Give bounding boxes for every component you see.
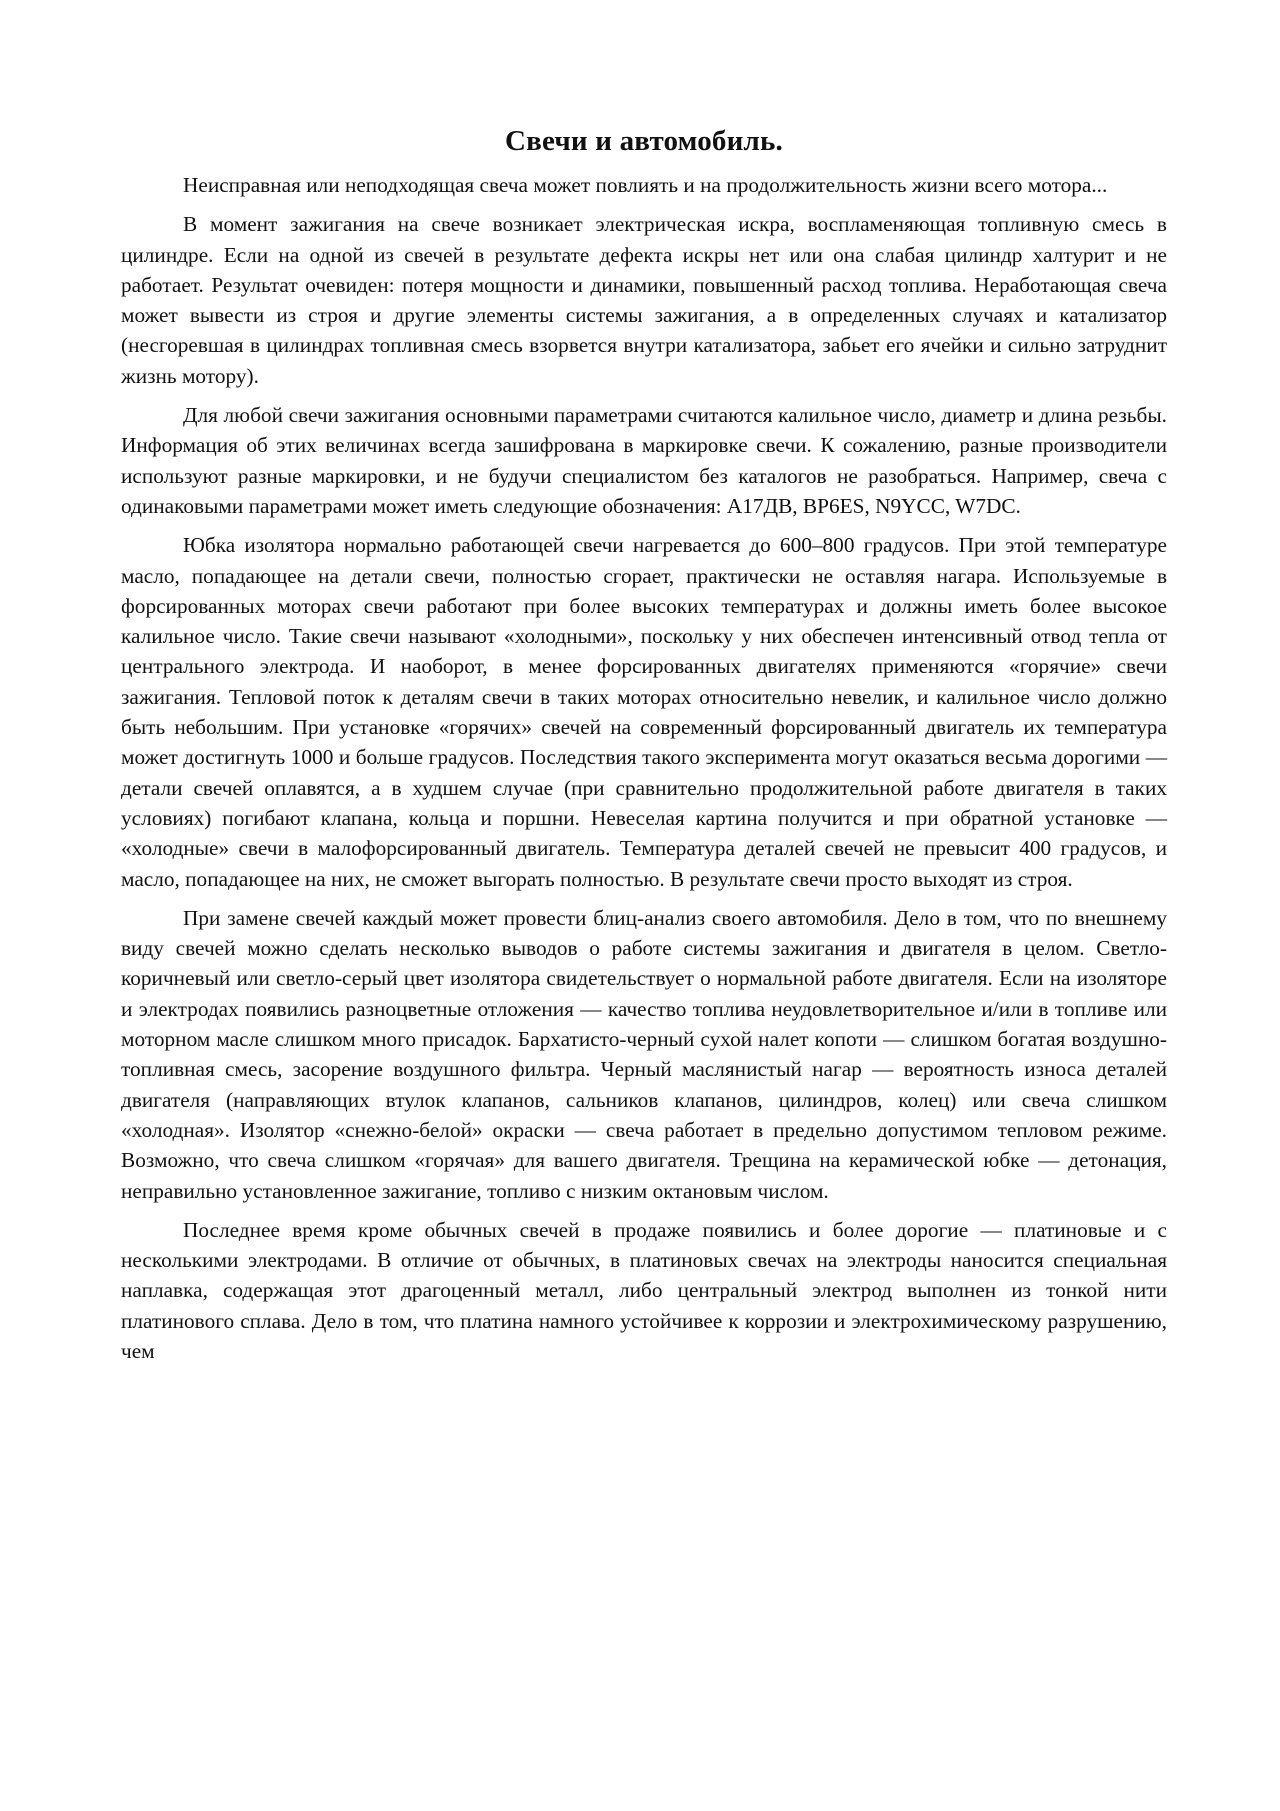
paragraph-intro: Неисправная или неподходящая свеча может повлиять и на продолжительность жизни всего мотора... (183, 173, 1108, 197)
document-page (121, 122, 1167, 1375)
paragraph-diagnosis: При замене свечей каждый может провести блиц-анализ своего автомобиля. Дело в том, что по внешнему виду свечей можно сделать несколько выводов о работе системы зажигания и двигателя в целом. Светло-коричневый или светло-серый цвет изолятора свидетельствует о нормальной работе двигателя. Если на изоляторе и электродах появились разноцветные отложения — качество топлива неудовлетворительное и/или в топливе или моторном масле слишком много присадок. Бархатисто-черный сухой налет копоти — слишком богатая воздушно-топливная смесь, засорение воздушного фильтра. Черный маслянистый нагар — вероятность износа деталей двигателя (направляющих втулок клапанов, сальников клапанов, цилиндров, колец) или свеча слишком «холодная». Изолятор «снежно-белой» окраски — свеча работает в предельно допустимом тепловом режиме. Возможно, что свеча слишком «горячая» для вашего двигателя. Трещина на керамической юбке — детонация, неправильно установленное зажигание, топливо с низким октановым числом. (121, 905, 1167, 1203)
paragraph-ignition-spark: В момент зажигания на свече возникает электрическая искра, воспламеняющая топливную смесь в цилиндре. Если на одной из свечей в результате дефекта искры нет или она слабая цилиндр халтурит и не работает. Результат очевиден: потеря мощности и динамики, повышенный расход топлива. Неработающая свеча может вывести из строя и другие элементы системы зажигания, а в определенных случаях и катализатор (несгоревшая в цилиндрах топливная смесь взорвется внутри катализатора, забьет его ячейки и сильно затруднит жизнь мотору). (121, 212, 1167, 388)
paragraph-heat-range: Юбка изолятора нормально работающей свечи нагревается до 600–800 градусов. При этой температуре масло, попадающее на детали свечи, полностью сгорает, практически не оставляя нагара. Используемые в форсированных моторах свечи работают при более высоких температурах и должны иметь более высокое калильное число. Такие свечи называют «холодными», поскольку у них обеспечен интенсивный отвод тепла от центрального электрода. И наоборот, в менее форсированных двигателях применяются «горячие» свечи зажигания. Тепловой поток к деталям свечи в таких моторах относительно невелик, и калильное число должно быть небольшим. При установке «горячих» свечей на современный форсированный двигатель их температура может достигнуть 1000 и больше градусов. Последствия такого эксперимента могут оказаться весьма дорогими — детали свечей оплавятся, а в худшем случае (при сравнительно продолжительной работе двигателя в таких условиях) погибают клапана, кольца и поршни. Невеселая картина получится и при обратной установке — «холодные» свечи в малофорсированный двигатель. Температура деталей свечей не превысит 400 градусов, и масло, попадающее на них, не сможет выгорать полностью. В результате свечи просто выходят из строя. (121, 533, 1167, 891)
document-title: Свечи и автомобиль. (504, 125, 783, 157)
paragraph-parameters: Для любой свечи зажигания основными параметрами считаются калильное число, диаметр и длина резьбы. Информация об этих величинах всегда зашифрована в маркировке свечи. К сожалению, разные производители используют разные маркировки, и не будучи специалистом без каталогов не разобраться. Например, свеча с одинаковыми параметрами может иметь следующие обозначения: А17ДВ, BP6ES, N9YCC, W7DC. (121, 403, 1167, 518)
paragraph-platinum: Последнее время кроме обычных свечей в продаже появились и более дорогие — платиновые и с несколькими электродами. В отличие от обычных, в платиновых свечах на электроды наносится специальная наплавка, содержащая этот драгоценный металл, либо центральный электрод выполнен из тонкой нити платинового сплава. Дело в том, что платина намного устойчивее к коррозии и электрохимическому разрушению, чем (121, 1217, 1167, 1363)
